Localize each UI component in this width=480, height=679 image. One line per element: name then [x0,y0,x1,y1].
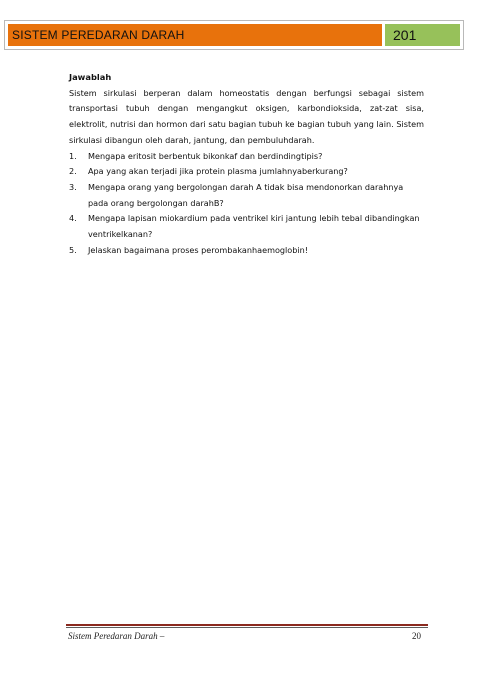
footer-rule-primary [66,624,428,626]
question-number: 3. [69,181,77,192]
footer-rule-secondary [66,627,428,628]
question-number: 4. [69,213,77,224]
section-heading: Jawablah [69,72,112,82]
question-item [69,149,424,165]
question-number: 1. [69,150,77,161]
question-item [69,164,424,180]
main-content [69,70,424,258]
intro-paragraph: Sistem sirkulasi berperan dalam homeostatis dengan berfungsi sebagai sistem transportasi tubuh dengan mengangkut oksigen, karbondioksida, zat-zat sisa, elektrolit, nutrisi dan hormon dari satu bagian tubuh ke bagian tubuh yang lain. Sistem sirkulasi dibangun oleh darah, jantung, dan pembuluhdarah. [69,87,424,145]
question-number: 2. [69,166,77,177]
footer-title: Sistem Peredaran Darah – [68,631,165,641]
header-title: SISTEM PEREDARAN DARAH [12,28,185,42]
header-title-bar [8,24,382,46]
question-number: 5. [69,244,77,255]
question-text: Mengapa lapisan miokardium pada ventrikel kiri jantung lebih tebal dibandingkan ventrikelkanan? [88,213,420,240]
question-item [69,211,424,242]
header-number-bar [385,24,460,46]
header-page-number: 201 [393,27,417,43]
question-item [69,243,424,259]
footer-page-number: 20 [412,631,421,641]
page-header [4,20,464,50]
question-list [69,149,424,259]
question-item [69,180,424,211]
question-text: Jelaskan bagaimana proses perombakanhaemoglobin! [88,244,309,255]
question-text: Mengapa orang yang bergolongan darah A tidak bisa mendonorkan darahnya pada orang bergolongan darahB? [88,181,404,208]
question-text: Mengapa eritosit berbentuk bikonkaf dan berdindingtipis? [88,150,323,161]
question-text: Apa yang akan terjadi jika protein plasma jumlahnyaberkurang? [88,166,348,177]
